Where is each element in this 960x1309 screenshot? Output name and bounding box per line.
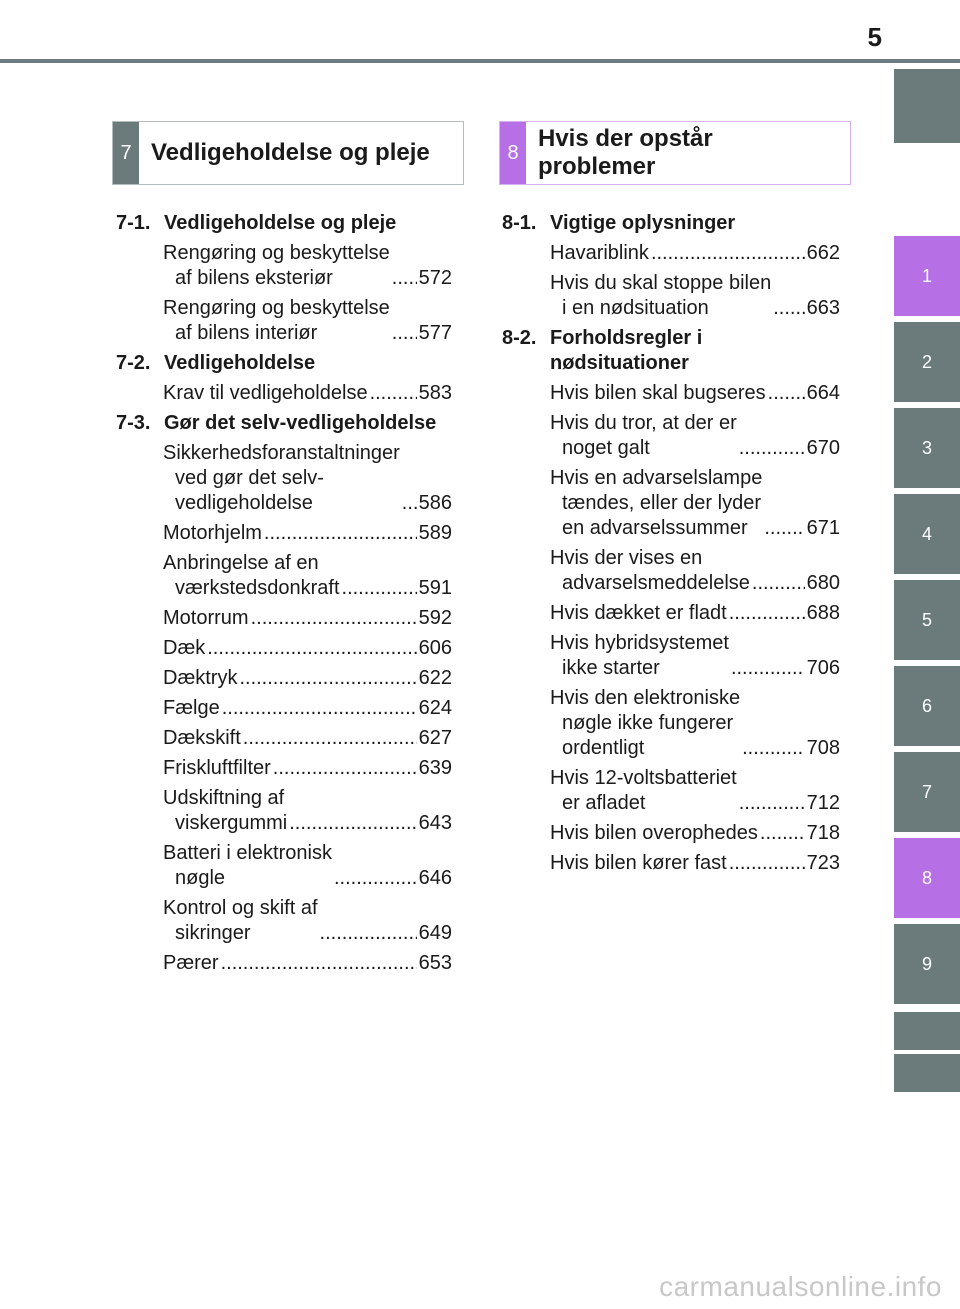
dot-leader	[764, 516, 804, 541]
toc-entry-page: 643	[418, 812, 452, 834]
chapter-title: Gør det selv-vedligeholdelse	[164, 412, 437, 434]
toc-entry-title: Hvis dækket er fladt	[550, 602, 727, 624]
toc-entry-title: Hvis du skal stoppe bilen i en nødsituation	[550, 272, 772, 319]
dot-leader	[289, 811, 416, 836]
chapter-tab-1[interactable]: 1	[894, 236, 960, 316]
toc-entry-title: Dækskift	[163, 727, 241, 749]
section-header-7	[112, 121, 464, 185]
dot-leader	[221, 951, 417, 976]
chapter-number: 7-3.	[116, 412, 151, 434]
toc-entry[interactable]	[163, 381, 452, 406]
chapter-tab-blank[interactable]	[894, 1012, 960, 1050]
chapter-tab-blank[interactable]	[894, 69, 960, 143]
toc-entry-page: 639	[418, 757, 452, 779]
toc-entry[interactable]	[163, 951, 452, 976]
toc-entry-page: 662	[806, 242, 840, 264]
toc-entry[interactable]	[163, 896, 452, 946]
dot-leader	[392, 266, 417, 291]
chapter-tab-blank[interactable]	[894, 1054, 960, 1092]
toc-entry[interactable]	[163, 441, 452, 516]
toc-entry-page: 680	[806, 572, 840, 594]
toc-entry[interactable]	[163, 606, 452, 631]
toc-entry-page: 718	[806, 822, 840, 844]
toc-entry[interactable]	[163, 636, 452, 661]
toc-entry-page: 572	[418, 267, 452, 289]
toc-entry-page: 591	[418, 577, 452, 599]
toc-entry[interactable]	[163, 696, 452, 721]
toc-entry-title: Hvis 12-voltsbatteriet er afladet	[550, 767, 737, 814]
toc-entry-page: 671	[806, 517, 840, 539]
section-number: 8	[500, 122, 526, 184]
dot-leader	[742, 736, 805, 761]
dot-leader	[342, 576, 417, 601]
toc-entry[interactable]	[163, 756, 452, 781]
dot-leader	[773, 296, 804, 321]
toc-entry[interactable]	[163, 726, 452, 751]
dot-leader	[739, 791, 805, 816]
toc-entry-page: 627	[418, 727, 452, 749]
toc-entry-title: Kontrol og skift af sikringer	[163, 897, 318, 944]
toc-entry-title: Hvis en advarselslampe tændes, eller der lyder en advarselssummer	[550, 467, 763, 539]
toc-entry-title: Hvis du tror, at der er noget galt	[550, 412, 737, 459]
chapter-title: Vedligeholdelse	[164, 352, 316, 374]
section-number: 7	[113, 122, 139, 184]
toc-entry-title: Sikkerhedsforanstaltninger ved gør det selv- vedligeholdelse	[163, 442, 400, 514]
toc-entry-title: Rengøring og beskyttelse af bilens interiør	[163, 297, 390, 344]
toc-entry-page: 592	[418, 607, 452, 629]
dot-leader	[739, 436, 805, 461]
toc-entry[interactable]	[550, 241, 840, 266]
toc-entry-page: 706	[806, 657, 840, 679]
toc-entry[interactable]	[163, 841, 452, 891]
toc-entry-page: 577	[418, 322, 452, 344]
toc-entry-page: 622	[418, 667, 452, 689]
chapter-tab-7[interactable]: 7	[894, 752, 960, 832]
toc-entry-title: Batteri i elektronisk nøgle	[163, 842, 332, 889]
dot-leader	[264, 521, 417, 546]
toc-entry[interactable]	[163, 521, 452, 546]
chapter-heading[interactable]	[502, 326, 840, 376]
toc-entry[interactable]	[163, 296, 452, 346]
toc-entry-page: 708	[806, 737, 840, 759]
dot-leader	[651, 241, 805, 266]
chapter-number: 8-2.	[502, 327, 537, 349]
dot-leader	[752, 571, 805, 596]
toc-entry-page: 663	[806, 297, 840, 319]
toc-entry-title: Dæk	[163, 637, 206, 659]
dot-leader	[729, 851, 805, 876]
toc-entry-page: 649	[418, 922, 452, 944]
toc-entry[interactable]	[550, 546, 840, 596]
chapter-tab-9[interactable]: 9	[894, 924, 960, 1004]
chapter-title: Vedligeholdelse og pleje	[164, 212, 397, 234]
toc-entry[interactable]	[550, 271, 840, 321]
chapter-tab-4[interactable]: 4	[894, 494, 960, 574]
toc-entry-page: 712	[806, 792, 840, 814]
section-header-8	[499, 121, 851, 185]
toc-entry-title: Krav til vedligeholdelse	[163, 382, 368, 404]
toc-entry[interactable]	[550, 411, 840, 461]
toc-entry-title: Anbringelse af en værkstedsdonkraft	[163, 552, 340, 599]
chapter-heading[interactable]	[116, 351, 452, 376]
chapter-title: Forholdsregler i nødsituationer	[550, 327, 703, 374]
toc-entry-page: 664	[806, 382, 840, 404]
toc-entry-page: 653	[418, 952, 452, 974]
chapter-title: Vigtige oplysninger	[550, 212, 736, 234]
dot-leader	[731, 656, 805, 681]
dot-leader	[239, 666, 416, 691]
toc-entry-page: 589	[418, 522, 452, 544]
toc-entry[interactable]	[550, 766, 840, 816]
page-number: 5	[867, 22, 882, 52]
toc-entry-page: 723	[806, 852, 840, 874]
toc-entry-title: Hvis den elektroniske nøgle ikke fungerer ordentligt	[550, 687, 741, 759]
chapter-heading[interactable]	[502, 211, 840, 236]
watermark: carmanualsonline.info	[659, 1271, 942, 1302]
chapter-tab-8[interactable]: 8	[894, 838, 960, 918]
toc-entry[interactable]	[163, 241, 452, 291]
toc-entry[interactable]	[163, 666, 452, 691]
section-title: Vedligeholdelse og pleje	[151, 139, 430, 166]
toc-entry[interactable]	[163, 551, 452, 601]
toc-entry[interactable]	[550, 631, 840, 681]
toc-entry-page: 688	[806, 602, 840, 624]
chapter-tab-3[interactable]: 3	[894, 408, 960, 488]
toc-entry-title: Friskluftfilter	[163, 757, 271, 779]
dot-leader	[402, 491, 417, 516]
chapter-tab-5[interactable]: 5	[894, 580, 960, 660]
dot-leader	[320, 921, 417, 946]
dot-leader	[370, 381, 417, 406]
toc-entry-title: Motorrum	[163, 607, 249, 629]
dot-leader	[207, 636, 416, 661]
toc-entry[interactable]	[550, 851, 840, 876]
chapter-number: 8-1.	[502, 212, 537, 234]
toc-entry[interactable]	[550, 821, 840, 846]
toc-entry[interactable]	[550, 601, 840, 626]
toc-entry-title: Pærer	[163, 952, 219, 974]
chapter-heading[interactable]	[116, 411, 452, 436]
chapter-heading[interactable]	[116, 211, 452, 236]
toc-entry-title: Hvis bilen overophedes	[550, 822, 758, 844]
chapter-tab-2[interactable]: 2	[894, 322, 960, 402]
toc-entry[interactable]	[550, 466, 840, 541]
toc-entry[interactable]	[550, 686, 840, 761]
dot-leader	[729, 601, 805, 626]
toc-entry[interactable]	[550, 381, 840, 406]
dot-leader	[760, 821, 805, 846]
dot-leader	[243, 726, 417, 751]
toc-entry-page: 624	[418, 697, 452, 719]
dot-leader	[392, 321, 417, 346]
toc-entry-title: Hvis bilen skal bugseres	[550, 382, 766, 404]
toc-entry-title: Havariblink	[550, 242, 649, 264]
chapter-tab-6[interactable]: 6	[894, 666, 960, 746]
dot-leader	[334, 866, 417, 891]
dot-leader	[222, 696, 417, 721]
toc-entry-title: Hvis der vises en advarselsmeddelelse	[550, 547, 750, 594]
chapter-number: 7-2.	[116, 352, 151, 374]
toc-section-7	[116, 207, 452, 981]
toc-entry[interactable]	[163, 786, 452, 836]
toc-entry-page: 586	[418, 492, 452, 514]
dot-leader	[768, 381, 805, 406]
toc-entry-title: Udskiftning af viskergummi	[163, 787, 288, 834]
dot-leader	[251, 606, 417, 631]
toc-entry-title: Hvis hybridsystemet ikke starter	[550, 632, 729, 679]
dot-leader	[273, 756, 417, 781]
toc-entry-page: 583	[418, 382, 452, 404]
section-title: Hvis der opstår problemer	[538, 125, 713, 180]
header-rule	[0, 59, 960, 63]
toc-entry-page: 646	[418, 867, 452, 889]
chapter-number: 7-1.	[116, 212, 151, 234]
toc-entry-title: Rengøring og beskyttelse af bilens eksteriør	[163, 242, 390, 289]
toc-entry-title: Fælge	[163, 697, 220, 719]
toc-entry-title: Hvis bilen kører fast	[550, 852, 727, 874]
toc-entry-page: 670	[806, 437, 840, 459]
toc-entry-title: Motorhjelm	[163, 522, 262, 544]
toc-entry-title: Dæktryk	[163, 667, 238, 689]
toc-section-8	[502, 207, 840, 881]
toc-entry-page: 606	[418, 637, 452, 659]
